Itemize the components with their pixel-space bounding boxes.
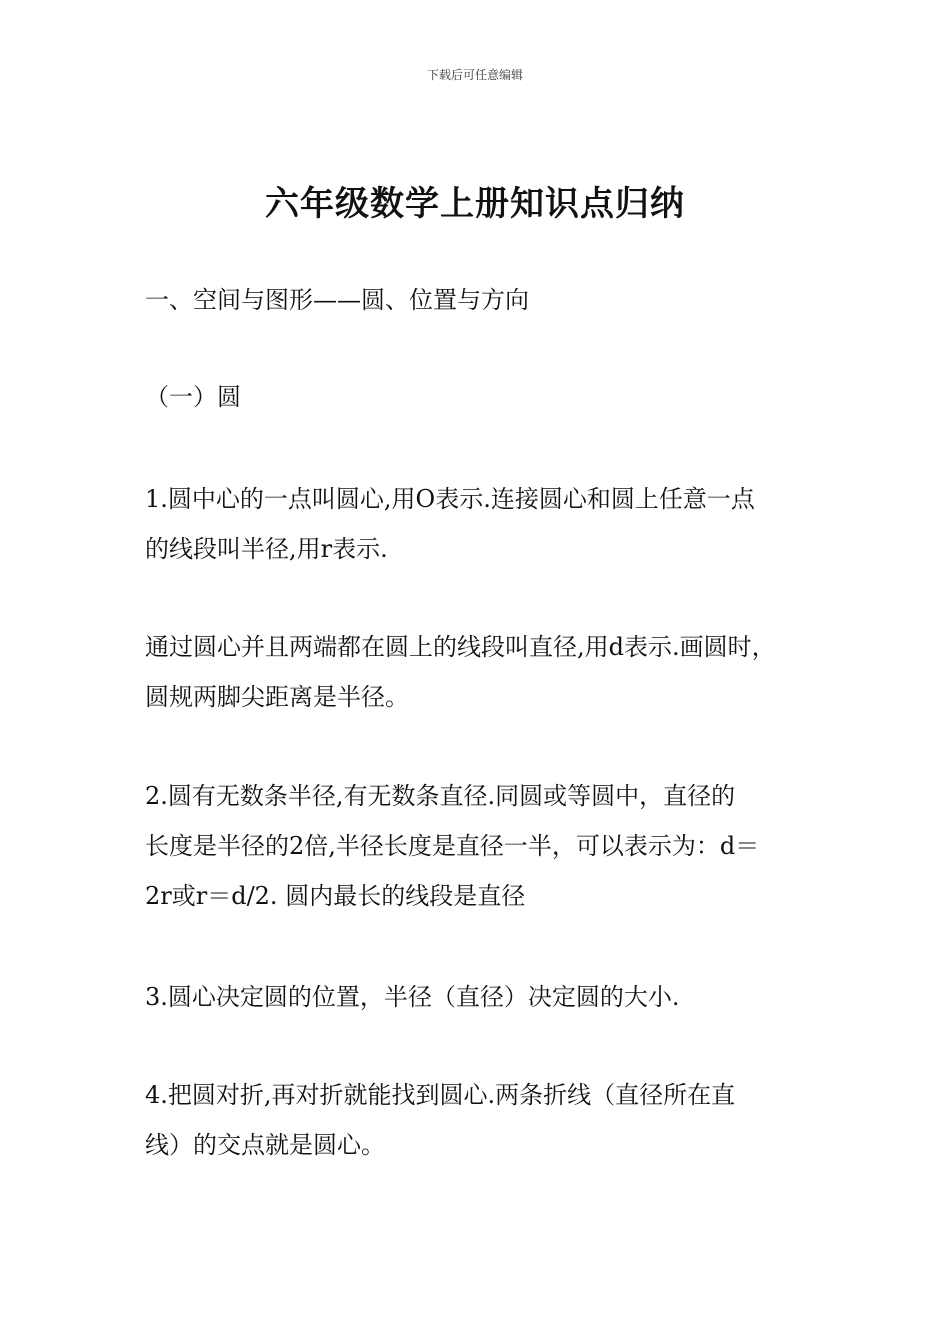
point-4-line-1: 4.把圆对折,再对折就能找到圆心.两条折线（直径所在直	[145, 1081, 736, 1109]
document-title: 六年级数学上册知识点归纳	[265, 184, 685, 224]
point-2-line-3: 2r或r＝d/2. 圆内最长的线段是直径	[145, 882, 526, 910]
point-2-line-2: 长度是半径的2倍,半径长度是直径一半，可以表示为：d＝	[145, 832, 760, 860]
point-2-line-1: 2.圆有无数条半径,有无数条直径.同圆或等圆中，直径的	[145, 782, 736, 810]
point-1b-line-2: 圆规两脚尖距离是半径。	[145, 683, 409, 711]
point-4-line-2: 线）的交点就是圆心。	[145, 1131, 385, 1159]
header-note: 下载后可任意编辑	[426, 68, 523, 82]
point-1b-line-1: 通过圆心并且两端都在圆上的线段叫直径,用d表示.画圆时，	[145, 633, 776, 661]
subsection-heading: （一）圆	[145, 383, 241, 411]
point-1-line-2: 的线段叫半径,用r表示.	[145, 535, 388, 563]
section-heading: 一、空间与图形——圆、位置与方向	[145, 286, 529, 314]
point-3-line-1: 3.圆心决定圆的位置，半径（直径）决定圆的大小.	[145, 983, 680, 1011]
point-1-line-1: 1.圆中心的一点叫圆心,用O表示.连接圆心和圆上任意一点	[145, 485, 755, 513]
